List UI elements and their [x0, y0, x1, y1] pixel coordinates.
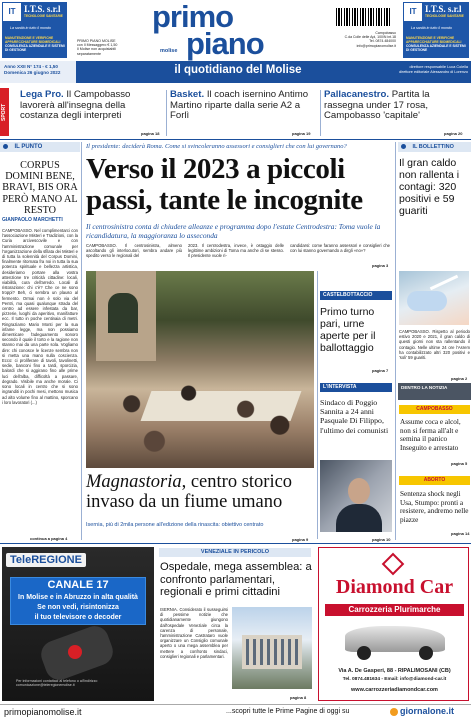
- sport-kicker: Pallacanestro.: [324, 89, 390, 100]
- diamond-tel: Tel. 0874.481634 - Email: info@diamond-car.it: [342, 677, 447, 682]
- its-sub: TECNOLOGIE SANITARIE: [24, 14, 63, 18]
- teleregione-line2: Se non vedi, risintonizza: [37, 604, 119, 611]
- giornalone-text: giornalone.it: [400, 706, 454, 716]
- giornalone-logo[interactable]: [390, 706, 454, 716]
- globe-icon: [390, 708, 398, 716]
- issue-number: Anno XXII N° 174 - € 1,50: [4, 64, 58, 69]
- promo-line: separatamente: [77, 51, 101, 56]
- its-line2: CONSULENZA AZIENDALE E SISTEMI DI GESTIONE: [406, 44, 466, 52]
- address-line: Campobasso: [375, 31, 396, 35]
- sport-kicker: Basket.: [170, 89, 205, 100]
- its-logo-icon: IT: [404, 3, 422, 21]
- page-ref: pagina 20: [444, 131, 463, 136]
- swab-shape: [430, 275, 458, 290]
- divider: [81, 142, 82, 540]
- bullet-icon: [401, 144, 406, 149]
- castel-header: CASTELBOTTACCIO: [320, 291, 392, 300]
- continue-ref[interactable]: continua a pagina 4: [30, 536, 68, 541]
- sport-kicker: Lega Pro.: [20, 89, 64, 100]
- main-subhead: Il centrosinistra conta di chiudere alleanze e programma dopo l'estate Centrodestra: Toma vuole la ricandidatura, la maggioranza lo asseconda: [86, 222, 381, 240]
- magnastoria-caption: Isernia, più di 2mila persone all'edizione della rinascita: obiettivo centrato: [86, 522, 264, 528]
- section-title: IL BOLLETTINO: [412, 144, 454, 150]
- main-col3: candidarsi: come faranno assessori e consiglieri che con lui stanno governando a dirgli «no»?: [290, 243, 390, 254]
- logo-top: primo: [152, 0, 234, 34]
- page-ref: pagina 14: [451, 531, 470, 536]
- address-line: C.da Colle delle Api, 100/N int.18: [344, 35, 396, 40]
- sport-text: Il Campobasso lavorerà all'insegna della costanza degli interpreti: [20, 89, 131, 121]
- dentro-title: DENTRO LA NOTIZIA: [401, 385, 448, 390]
- dentro-text[interactable]: Assume coca e alcol, non si ferma all'alt e semina il panico Inseguito e arrestato: [400, 418, 461, 452]
- building-windows: [246, 639, 298, 665]
- its-ad-left[interactable]: [2, 2, 67, 58]
- castel-headline[interactable]: Primo turno pari, urne aperte per il ballottaggio: [320, 306, 376, 354]
- issue-date: Domenica 26 giugno 2022: [4, 70, 61, 75]
- bollettino-headline[interactable]: Il gran caldo non rallenta i contagi: 320 positivi e 59 guariti: [399, 157, 460, 217]
- page-ref: pagina 2: [451, 376, 468, 381]
- teleregione-footer: Per informazioni contattaci al telefono o all'indirizzo comunicazione@teleregionemolise.it: [16, 679, 98, 688]
- sport-item-3[interactable]: [324, 90, 470, 122]
- rule: [0, 704, 471, 705]
- punto-headline[interactable]: CORPUS DOMINI BENE, BRAVI, BIS ORA PERÒ MANO AL RESTO: [2, 160, 78, 216]
- venezia-body: ISERNIA. Considerato il susseguirsi di pessime notizie che quotidianamente giungono dall'ospedale Veneziale circa la carenza di personale, l'amministrazione Castrataro vuole organizzare un Consiglio comunale aperto o una mega assemblea per mettere a confronto sindaci, consiglieri regionali e parlamentari.: [160, 607, 228, 659]
- bollettino-header: [398, 142, 471, 152]
- glove-shape: [407, 291, 447, 311]
- divider: [320, 90, 321, 136]
- punto-author: GIANPAOLO MARCHETTI: [2, 217, 63, 223]
- page-ref: pagina 18: [141, 131, 160, 136]
- its-sub: TECNOLOGIE SANITARIE: [425, 14, 464, 18]
- diamond-car-ad[interactable]: [318, 547, 469, 701]
- footer-site[interactable]: primopianomolise.it: [4, 707, 82, 717]
- page-ref: pagina 9: [292, 537, 309, 542]
- its-name: I.T.S. s.r.l: [24, 4, 61, 14]
- teleregione-channel: CANALE 17: [47, 579, 109, 591]
- page-ref: pagina 3: [372, 263, 389, 268]
- divider: [166, 90, 167, 136]
- logo-bottom: piano: [186, 26, 264, 61]
- teleregione-line1: In Molise e in Abruzzo in alta qualità: [18, 594, 138, 601]
- its-line1: MANUTENZIONE E VERIFICHE APPARECCHIATURE BIOMEDICALI: [406, 36, 462, 44]
- barcode-icon: [336, 8, 392, 26]
- address-line: Tel. 0874.484000: [369, 39, 396, 44]
- its-line1: MANUTENZIONE E VERIFICHE APPARECCHIATURE BIOMEDICALI: [5, 36, 61, 44]
- venezia-headline[interactable]: Ospedale, mega assemblea: a confronto parlamentari, regionali e primi cittadini: [160, 561, 312, 599]
- issue-box: [0, 61, 76, 83]
- page-ref: pagina 10: [372, 537, 391, 542]
- remote-button: [68, 645, 82, 659]
- dentro-header: [398, 383, 471, 400]
- crowd-shape: [86, 361, 314, 468]
- teleregione-ad[interactable]: [2, 547, 154, 701]
- footer-promo: ...scopri tutte le Prime Pagine di oggi su: [226, 708, 350, 715]
- dentro-tag: CAMPOBASSO: [399, 405, 470, 414]
- divider: [395, 142, 396, 540]
- intervista-headline[interactable]: Sindaco di Poggio Sannita a 24 anni Pasquale Di Filippo, l'ultimo dei comunisti: [320, 398, 389, 435]
- magnastoria-italic: Magnastoria: [86, 472, 182, 492]
- its-script: La sanità in tutto il mondo: [411, 26, 452, 30]
- promo-line: PRIMO PIANO MOLISE: [77, 39, 116, 43]
- director-editorial: direttore editoriale Alessandro di Lorenzo: [398, 70, 468, 74]
- main-headline[interactable]: Verso il 2023 a piccoli passi, tante le incognite: [86, 153, 363, 216]
- intervista-header: L'INTERVISTA: [320, 383, 392, 392]
- sport-text: Il coach isernino Antimo Martino riparte dalla serie A2 a Forlì: [170, 89, 309, 121]
- bollettino-body: CAMPOBASSO. Rispetto al periodo estivo 2020 e 2021, il gran caldo di questi giorni non sta rallentando il contagio. Nelle ultime 24 ore l'Asrem ha contabilizzato altri 320 positivi e 'soli' 59 guariti.: [399, 329, 470, 361]
- bollettino-photo: [399, 271, 469, 325]
- teleregione-line3: il tuo televisore o decoder: [34, 614, 122, 621]
- promo-box: [77, 39, 139, 56]
- rule: [0, 543, 471, 544]
- magnastoria-rest: , centro storico invaso da un fiume umano: [86, 472, 293, 512]
- wheel-icon: [419, 646, 433, 660]
- portrait-body: [336, 504, 382, 532]
- kicker-line: Il presidente: deciderà Roma. Come si svincoleranno assessori e consiglieri che con lui governano?: [86, 143, 347, 150]
- magnastoria-headline[interactable]: [86, 472, 316, 512]
- diamond-name: Diamond Car: [335, 576, 454, 598]
- page-ref: pagina 19: [292, 131, 311, 136]
- hospital-photo: [232, 607, 312, 689]
- bullet-icon: [3, 144, 8, 149]
- diamond-icon: [382, 553, 405, 576]
- promo-line: con Il Messaggero € 1,50: [77, 43, 118, 48]
- main-col1: CAMPOBASSO. Il centrosinistra, almeno ascoltando gli interlocutori, sembra andare più spedito verso le regionali del: [86, 243, 182, 259]
- venezia-header: VENEZIALE IN PERICOLO: [159, 548, 311, 557]
- director: direttore responsabile Luca Colella: [409, 65, 468, 69]
- page-ref: pagina 5: [451, 461, 468, 466]
- page-ref: pagina 8: [290, 695, 307, 700]
- diamond-sub: Carrozzeria Plurimarche: [325, 604, 464, 616]
- section-title: IL PUNTO: [14, 144, 43, 150]
- diamond-web: www.carrozzeriadiamondcar.com: [351, 687, 438, 693]
- address-box: [336, 31, 402, 48]
- window-shape: [108, 293, 138, 333]
- portrait-shape: [348, 478, 370, 504]
- masthead-logo[interactable]: [146, 0, 328, 64]
- address-line: info@primopianomolise.it: [356, 43, 396, 48]
- directors: [380, 65, 468, 75]
- il-punto-header: [0, 142, 80, 152]
- its-script: La sanità in tutto il mondo: [10, 26, 51, 30]
- intervista-photo: [320, 460, 392, 532]
- dentro-tag: ABORTO: [399, 476, 470, 485]
- sport-tag: SPORT: [0, 88, 9, 136]
- promo-line: Il Molise non acquistabili: [77, 47, 116, 52]
- magnastoria-photo: [86, 271, 314, 468]
- wheel-icon: [357, 646, 371, 660]
- logo-small: molise: [160, 48, 178, 54]
- rule: [0, 139, 471, 140]
- page-ref: pagina 7: [372, 368, 389, 373]
- sport-text: Partita la rassegna under 17 rosa, Campobasso 'capitale': [324, 89, 430, 121]
- main-col2: 2023. Il centrodestra, invece, è ostaggio delle legittime ambizioni di Toma ma anche di se stesso. Il presidente vuole ri-: [188, 243, 284, 259]
- its-line2: CONSULENZA AZIENDALE E SISTEMI DI GESTIONE: [5, 44, 65, 52]
- divider: [317, 271, 318, 539]
- its-ad-right[interactable]: [403, 2, 469, 58]
- punto-body: CAMPOBASSO. Nel complimentarci con l'associazione Misteri e Tradizioni, con la Curia arcivescovile e con l'amministrazione comunale per l'organizzazione della sfilata dei Misteri e di tutta la solennità del Corpus Domini, finalmente ritornata fra noi in tutta la sua potenza spirituale e bellezza artistica, desideriamo portare alla vostra attenzione tre criticità cittadine: locali, viabilità, cura dell'arredo. Locali di ristorazione: chi c'è? Che ce ne sono troppi? Beh, ci sembra un plauso al fermento. Ormai non è solo via del Pentri, ma quasi qualunque strada del centro ad essere infestata da bar, pizzerie, luoghi da aperitivo, manifatture ecc. Il tutto in poche centinaia di metri. Ringraziamo Mario Monti per la sua infame legge, ma non possiamo dimenticare l'adeguamento sonoro secondo il quale il torto e la ragione non stanno mai da una parte sola. Vogliamo dire: chi conosce le licenze sembra non si metta una mano sulla coscienza. Ecco: ci proliferare di tavoli, tavolinetti, sedie, banconi fino a tardi, sporcizia, balordi che si aggirano fino alle prime luci dell'alba, difficoltà a passare, degrado. Visibile ma anche morale. Ci sono locali in centro che si sono ingranditi in pochi mesi, mettono musica ad alto volume fino al mattino, sporcano i loro lavoratori (...): [2, 228, 78, 405]
- dentro-text[interactable]: Sentenza shock negli Usa, Stumpo: pronti a resistere, andremo nelle piazze: [400, 490, 469, 524]
- sport-item-1[interactable]: [20, 90, 164, 122]
- diamond-address: Via A. De Gasperi, 88 - RIPALIMOSANI (CB): [338, 668, 451, 674]
- its-name: I.T.S. s.r.l: [425, 4, 462, 14]
- tagline: il quotidiano del Molise: [174, 64, 302, 76]
- sport-item-2[interactable]: [170, 90, 318, 122]
- its-logo-icon: IT: [3, 3, 21, 21]
- teleregione-logo: TeleREGIONE: [6, 553, 86, 567]
